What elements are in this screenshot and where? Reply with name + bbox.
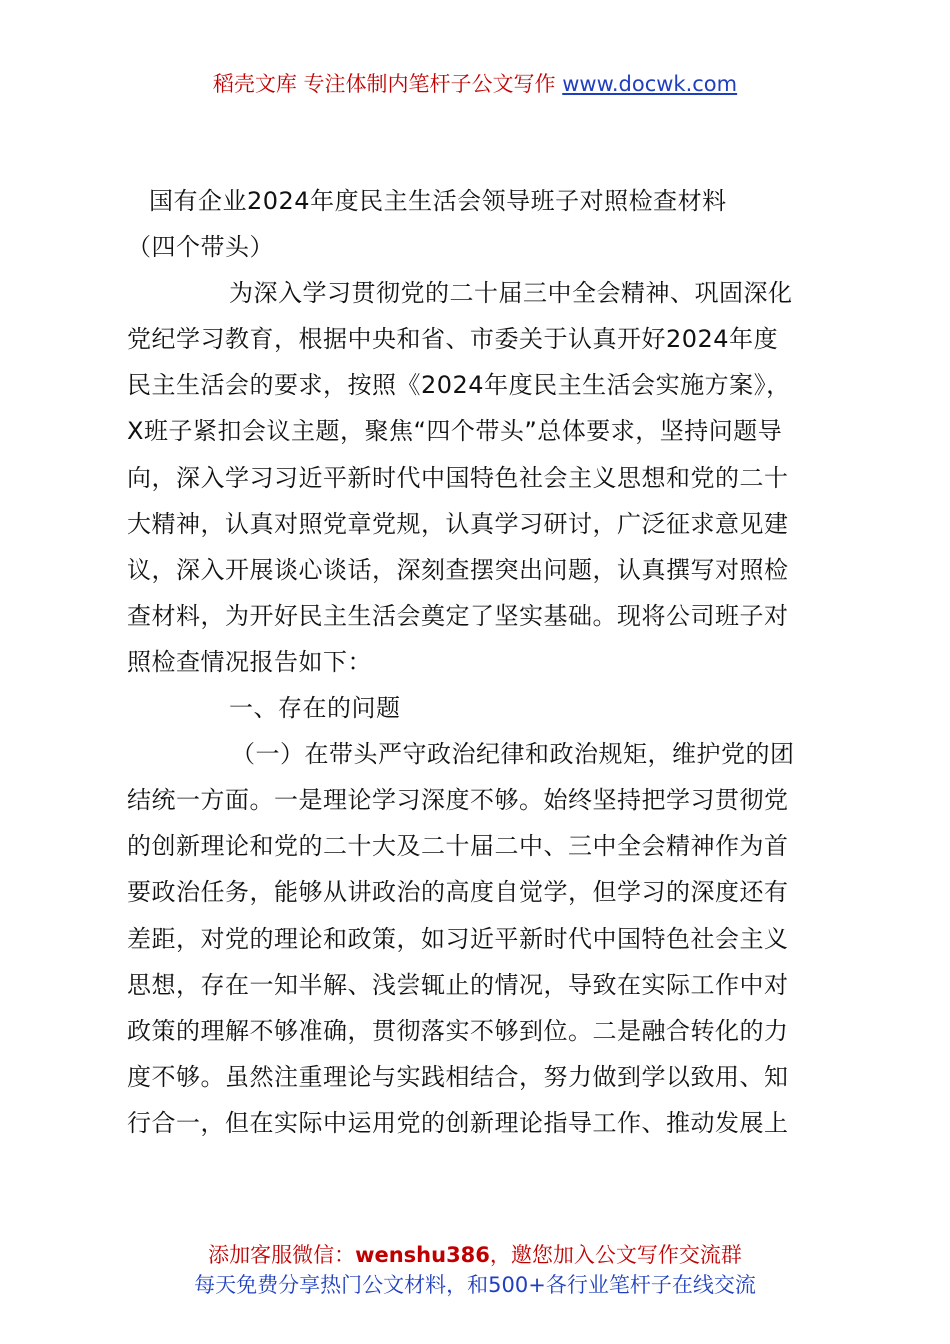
paragraph-line: 向，深入学习习近平新时代中国特色社会主义思想和党的二十 [127, 463, 789, 492]
paragraph-line: 查材料，为开好民主生活会奠定了坚实基础。现将公司班子对 [127, 601, 789, 630]
section-heading: 一、存在的问题 [229, 694, 401, 723]
document-title: 国有企业2024年度民主生活会领导班子对照检查材料 [149, 187, 727, 215]
paragraph-line: 差距，对党的理论和政策，如习近平新时代中国特色社会主义 [127, 924, 789, 953]
page-header [0, 70, 950, 98]
footer-wechat-prefix: 添加客服微信： [208, 1243, 356, 1267]
paragraph-line: 度不够。虽然注重理论与实践相结合，努力做到学以致用、知 [127, 1062, 789, 1091]
paragraph-line: 行合一，但在实际中运用党的创新理论指导工作、推动发展上 [127, 1108, 789, 1137]
paragraph-line: 议，深入开展谈心谈话，深刻查摆突出问题，认真撰写对照检 [127, 555, 789, 584]
paragraph-line: X班子紧扣会议主题，聚焦“四个带头”总体要求，坚持问题导 [127, 417, 783, 446]
footer-wechat-line [0, 1241, 950, 1269]
paragraph-line: 照检查情况报告如下： [127, 647, 372, 676]
paragraph-line: 思想，存在一知半解、浅尝辄止的情况，导致在实际工作中对 [127, 970, 789, 999]
header-site-link[interactable]: www.docwk.com [562, 72, 738, 96]
footer-share-line: 每天免费分享热门公文材料，和500+各行业笔杆子在线交流 [194, 1273, 756, 1297]
footer-wechat-suffix: ，邀您加入公文写作交流群 [489, 1243, 742, 1267]
paragraph-line: （一）在带头严守政治纪律和政治规矩，维护党的团 [231, 740, 795, 769]
paragraph-line: 政策的理解不够准确，贯彻落实不够到位。二是融合转化的力 [127, 1016, 789, 1045]
document-subtitle: （四个带头） [127, 233, 274, 262]
document-body [127, 178, 823, 1146]
paragraph-line: 大精神，认真对照党章党规，认真学习研讨，广泛征求意见建 [127, 509, 789, 538]
header-brand: 稻壳文库 专注体制内笔杆子公文写作 [212, 72, 556, 96]
paragraph-line: 党纪学习教育，根据中央和省、市委关于认真开好2024年度 [127, 325, 779, 354]
paragraph-line: 结统一方面。一是理论学习深度不够。始终坚持把学习贯彻党 [127, 786, 789, 815]
footer-wechat-id: wenshu386 [355, 1243, 490, 1267]
paragraph-line: 为深入学习贯彻党的二十届三中全会精神、巩固深化 [229, 279, 793, 308]
paragraph-line: 要政治任务，能够从讲政治的高度自觉学，但学习的深度还有 [127, 878, 789, 907]
paragraph-line: 的创新理论和党的二十大及二十届二中、三中全会精神作为首 [127, 832, 789, 861]
paragraph-line: 民主生活会的要求，按照《2024年度民主生活会实施方案》， [127, 371, 791, 400]
